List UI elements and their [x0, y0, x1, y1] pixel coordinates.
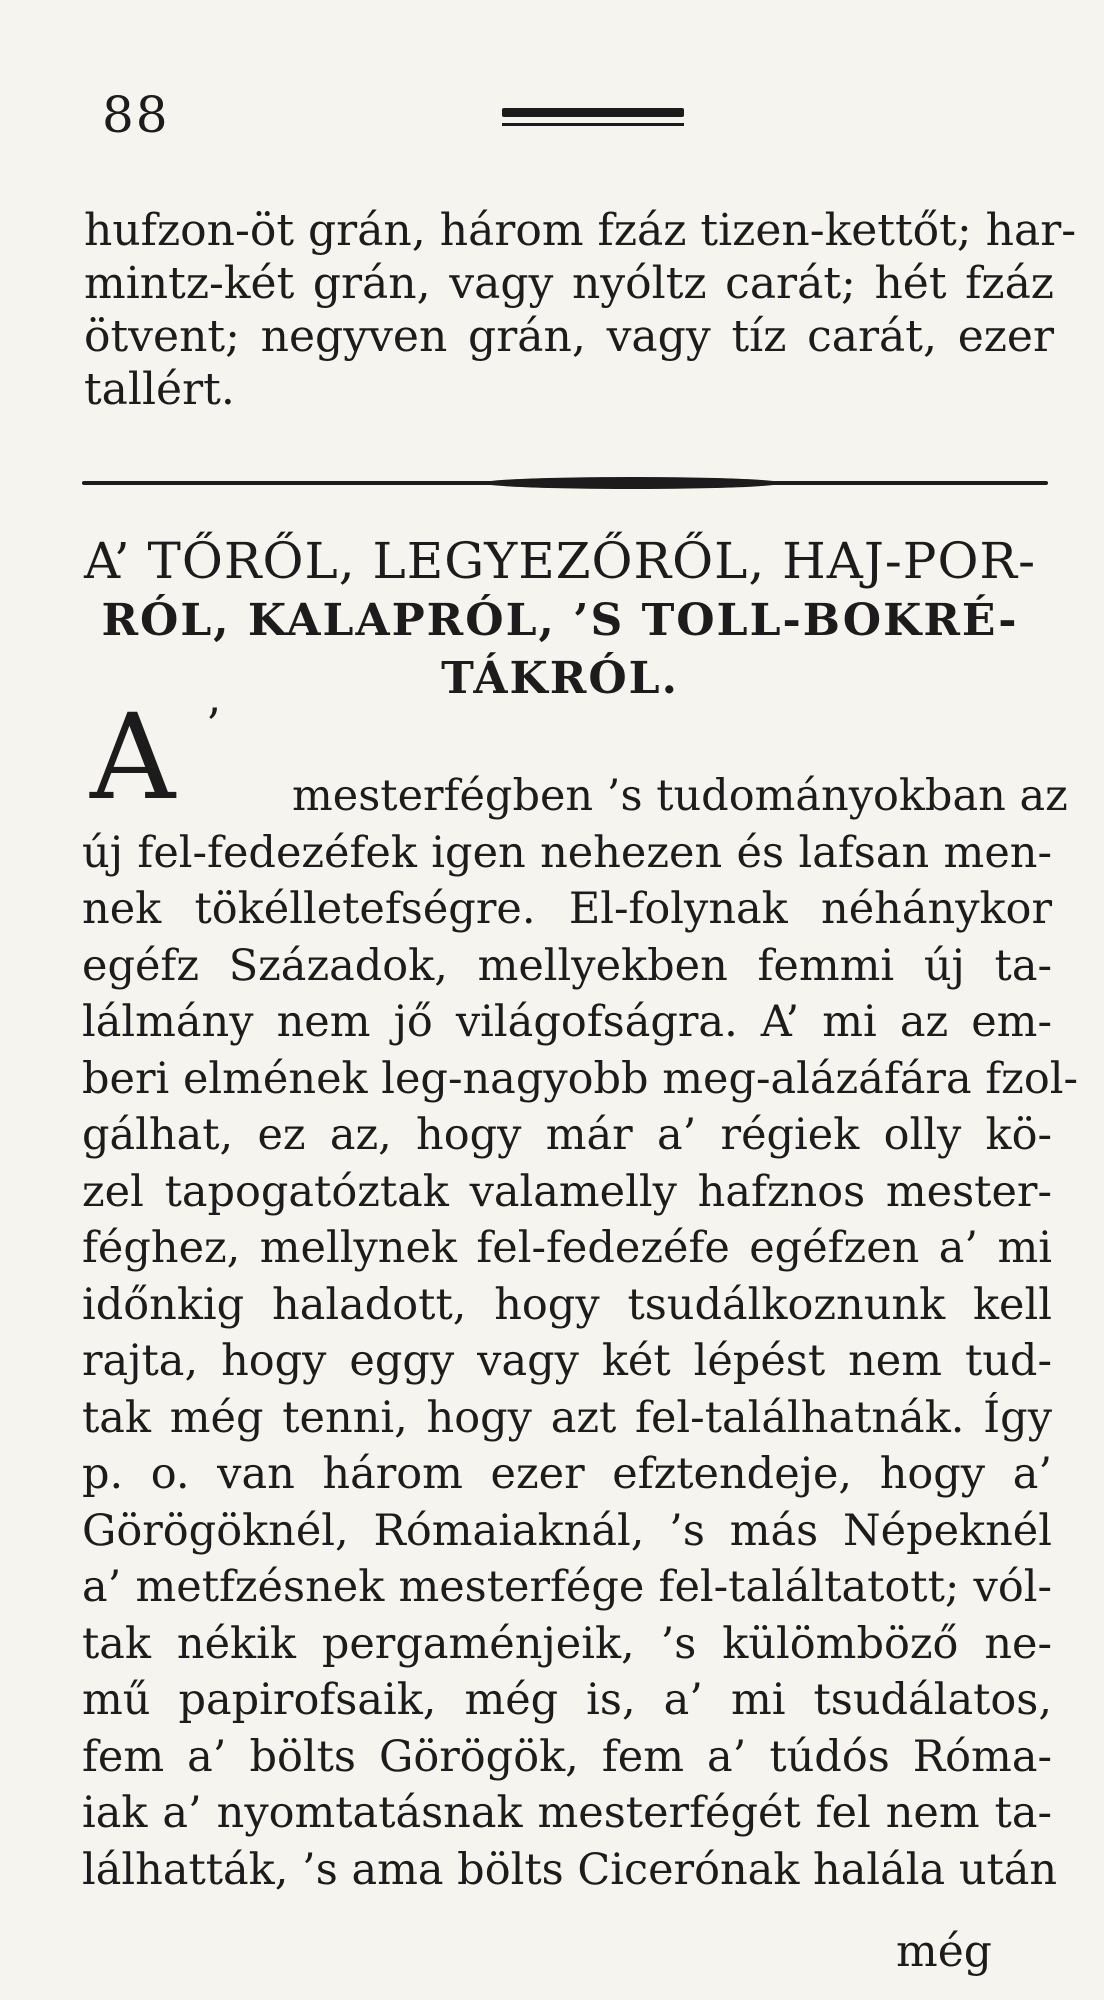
text-line: mű papirofsaik, még is, a’ mi tsudálatos,	[82, 1675, 1052, 1725]
header-rule-thick	[502, 108, 684, 117]
header-rule-thin	[502, 123, 684, 126]
text-line: Görögöknél, Rómaiaknál, ’s más Népeknél	[82, 1505, 1052, 1556]
heading-line-3: TÁKRÓL.	[441, 653, 679, 704]
text-line: hufzon-öt grán, három fzáz tizen-kettőt; har-	[84, 205, 1077, 256]
drop-cap-apostrophe: ’	[206, 698, 221, 752]
catchword: még	[896, 1926, 992, 1977]
drop-cap-letter: A	[90, 688, 176, 826]
text-line: új fel-fedezéfek igen nehezen és lafsan men-	[82, 827, 1052, 878]
header-ornament-rule	[502, 108, 684, 128]
text-line: lálmány nem jő világofságra. A’ mi az em-	[82, 997, 1052, 1047]
page-number: 88	[102, 86, 170, 144]
text-line: mesterfégben ’s tudományokban az	[292, 771, 1068, 821]
text-line: mintz-két grán, vagy nyóltz carát; hét fzáz	[84, 258, 1054, 309]
text-line: tak még tenni, hogy azt fel-találhatnák. Így	[82, 1392, 1052, 1443]
section-divider-rule	[82, 477, 1048, 491]
text-line: féghez, mellynek fel-fedezéfe egéfzen a’ mi	[82, 1223, 1052, 1273]
text-line: időnkig haladott, hogy tsudálkoznunk kell	[82, 1279, 1052, 1330]
text-line: tallért.	[84, 364, 235, 415]
text-line: lálhatták, ’s ama bölts Cicerónak halála után	[82, 1844, 1058, 1895]
text-line: egéfz Századok, mellyekben femmi új ta-	[82, 940, 1052, 991]
heading-line-1: A’ TŐRŐL, LEGYEZŐRŐL, HAJ-POR-	[84, 532, 1036, 590]
text-line: rajta, hogy eggy vagy két lépést nem tud-	[82, 1336, 1052, 1386]
divider-swell	[482, 477, 782, 489]
text-line: beri elmének leg-nagyobb meg-alázáfára fzol-	[82, 1053, 1078, 1104]
text-line: iak a’ nyomtatásnak mesterfégét fel nem ta-	[82, 1788, 1052, 1838]
text-line: p. o. van három ezer efztendeje, hogy a’	[82, 1449, 1052, 1499]
text-line: a’ metfzésnek mesterfége fel-találtatott; vól-	[82, 1562, 1052, 1612]
text-line: gálhat, ez az, hogy már a’ régiek olly kö-	[82, 1110, 1052, 1160]
text-line: nek tökélletefségre. El-folynak néhánykor	[82, 884, 1052, 934]
text-line: tak nékik pergaménjeik, ’s külömböző ne-	[82, 1618, 1052, 1669]
text-line: ötvent; negyven grán, vagy tíz carát, ezer	[84, 311, 1054, 362]
text-line: zel tapogatóztak valamelly hafznos mester-	[82, 1166, 1052, 1217]
heading-line-2: RÓL, KALAPRÓL, ’S TOLL-BOKRÉ-	[101, 595, 1019, 646]
section-heading	[80, 530, 1040, 708]
text-line: fem a’ bölts Görögök, fem a’ túdós Róma-	[82, 1731, 1052, 1782]
continued-paragraph	[84, 204, 1077, 416]
main-paragraph	[82, 768, 1078, 1898]
